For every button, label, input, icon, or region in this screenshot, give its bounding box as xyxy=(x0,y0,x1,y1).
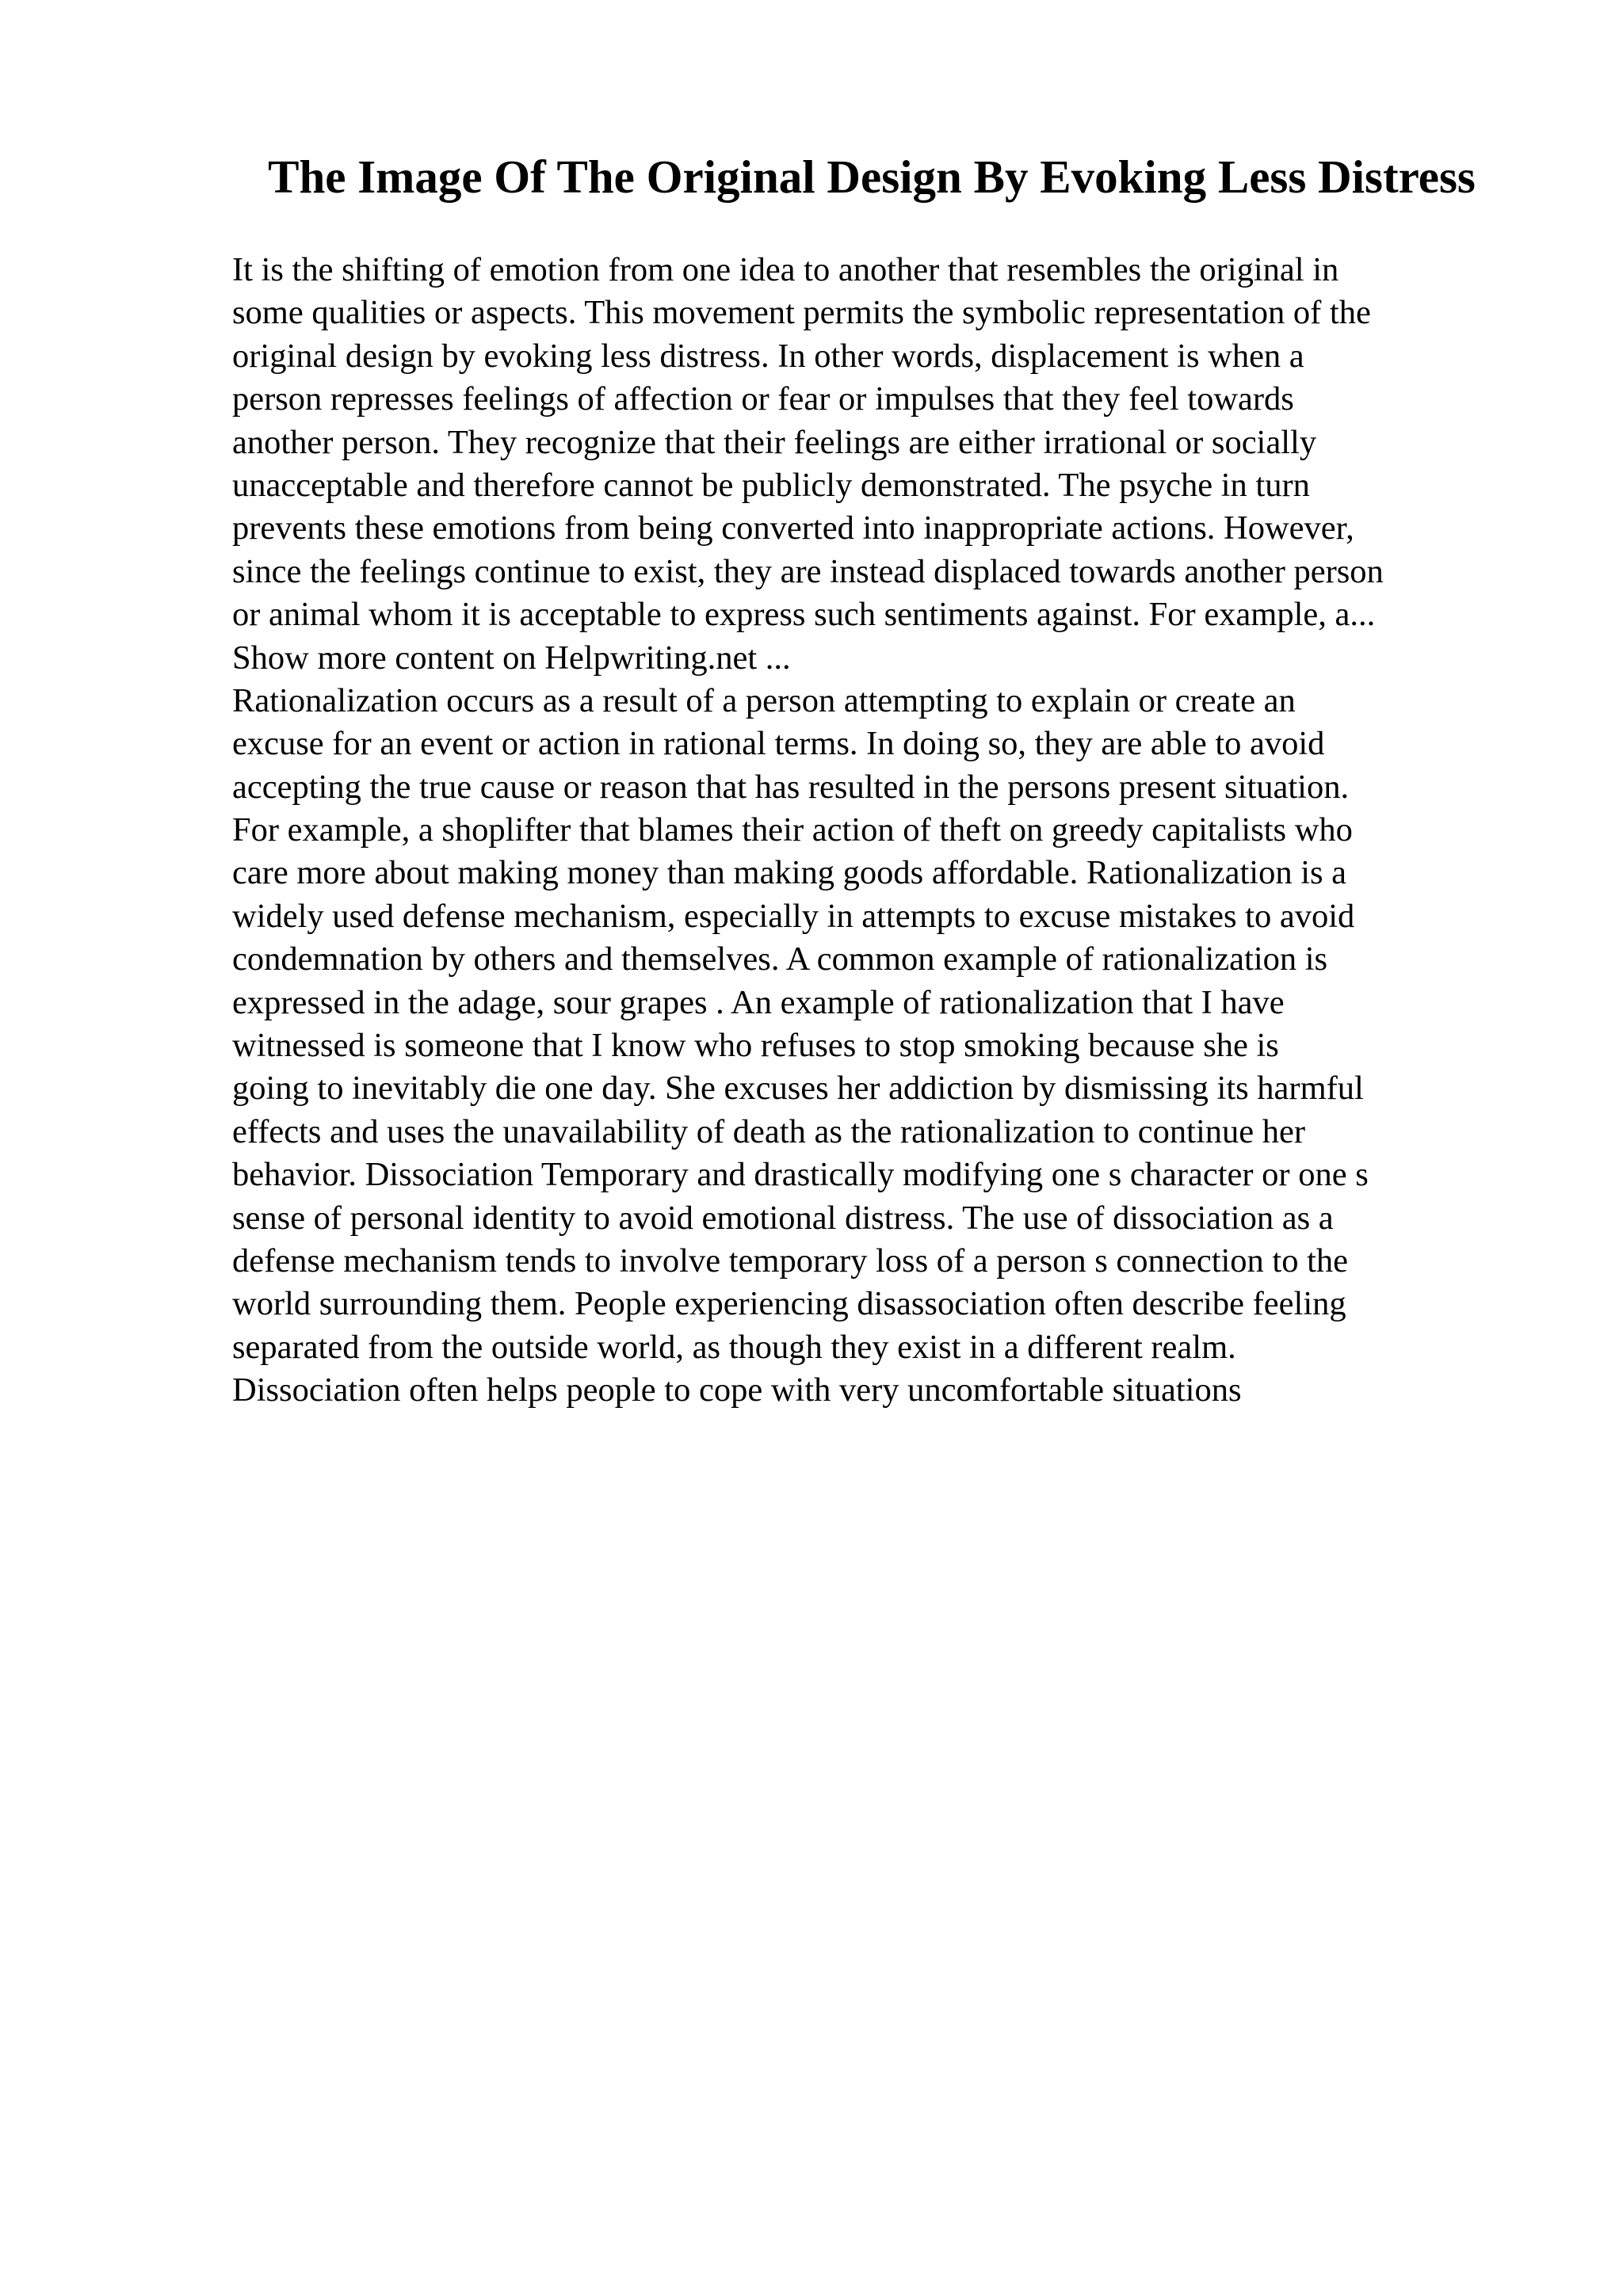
show-more-line: Show more content on Helpwriting.net ... xyxy=(232,639,791,677)
body-line: expressed in the adage, sour grapes . An example of rationalization that I have xyxy=(232,983,1285,1021)
body-line: another person. They recognize that their feelings are either irrational or socially xyxy=(232,423,1317,461)
body-line: excuse for an event or action in rational terms. In doing so, they are able to avoid xyxy=(232,725,1325,763)
body-line: some qualities or aspects. This movement permits the symbolic representation of the xyxy=(232,294,1371,332)
body-line: since the feelings continue to exist, they are instead displaced towards another person xyxy=(232,552,1384,590)
body-line: person represses feelings of affection or fear or impulses that they feel towards xyxy=(232,380,1294,418)
body-line: behavior. Dissociation Temporary and drastically modifying one s character or one s xyxy=(232,1156,1369,1194)
body-line: world surrounding them. People experiencing disassociation often describe feeling xyxy=(232,1285,1346,1323)
body-line: For example, a shoplifter that blames their action of theft on greedy capitalists who xyxy=(232,811,1353,849)
body-line: Dissociation often helps people to cope with very uncomfortable situations xyxy=(232,1371,1242,1409)
body-line: Rationalization occurs as a result of a person attempting to explain or create an xyxy=(232,681,1296,719)
body-line: sense of personal identity to avoid emotional distress. The use of dissociation as a xyxy=(232,1199,1334,1237)
body-line: widely used defense mechanism, especially in attempts to excuse mistakes to avoid xyxy=(232,897,1355,935)
body-line: or animal whom it is acceptable to express such sentiments against. For example, a... xyxy=(232,596,1376,634)
body-line: witnessed is someone that I know who refuses to stop smoking because she is xyxy=(232,1027,1279,1065)
body-line: effects and uses the unavailability of death as the rationalization to continue her xyxy=(232,1112,1306,1150)
body-line: defense mechanism tends to involve temporary loss of a person s connection to the xyxy=(232,1241,1349,1280)
body-line: accepting the true cause or reason that has resulted in the persons present situation. xyxy=(232,768,1350,806)
document-title: The Image Of The Original Design By Evoking Less Distress xyxy=(268,151,1476,203)
body-line: separated from the outside world, as though they exist in a different realm. xyxy=(232,1328,1236,1366)
body-line: original design by evoking less distress. In other words, displacement is when a xyxy=(232,337,1304,375)
body-line: It is the shifting of emotion from one idea to another that resembles the original in xyxy=(232,251,1339,288)
body-line: prevents these emotions from being converted into inappropriate actions. However, xyxy=(232,509,1354,547)
body-line: condemnation by others and themselves. A common example of rationalization is xyxy=(232,940,1328,978)
body-line: going to inevitably die one day. She excuses her addiction by dismissing its harmful xyxy=(232,1070,1364,1108)
body-line: unacceptable and therefore cannot be publicly demonstrated. The psyche in turn xyxy=(232,466,1310,504)
body-line: care more about making money than making goods affordable. Rationalization is a xyxy=(232,854,1347,892)
document-body xyxy=(232,249,1532,1413)
